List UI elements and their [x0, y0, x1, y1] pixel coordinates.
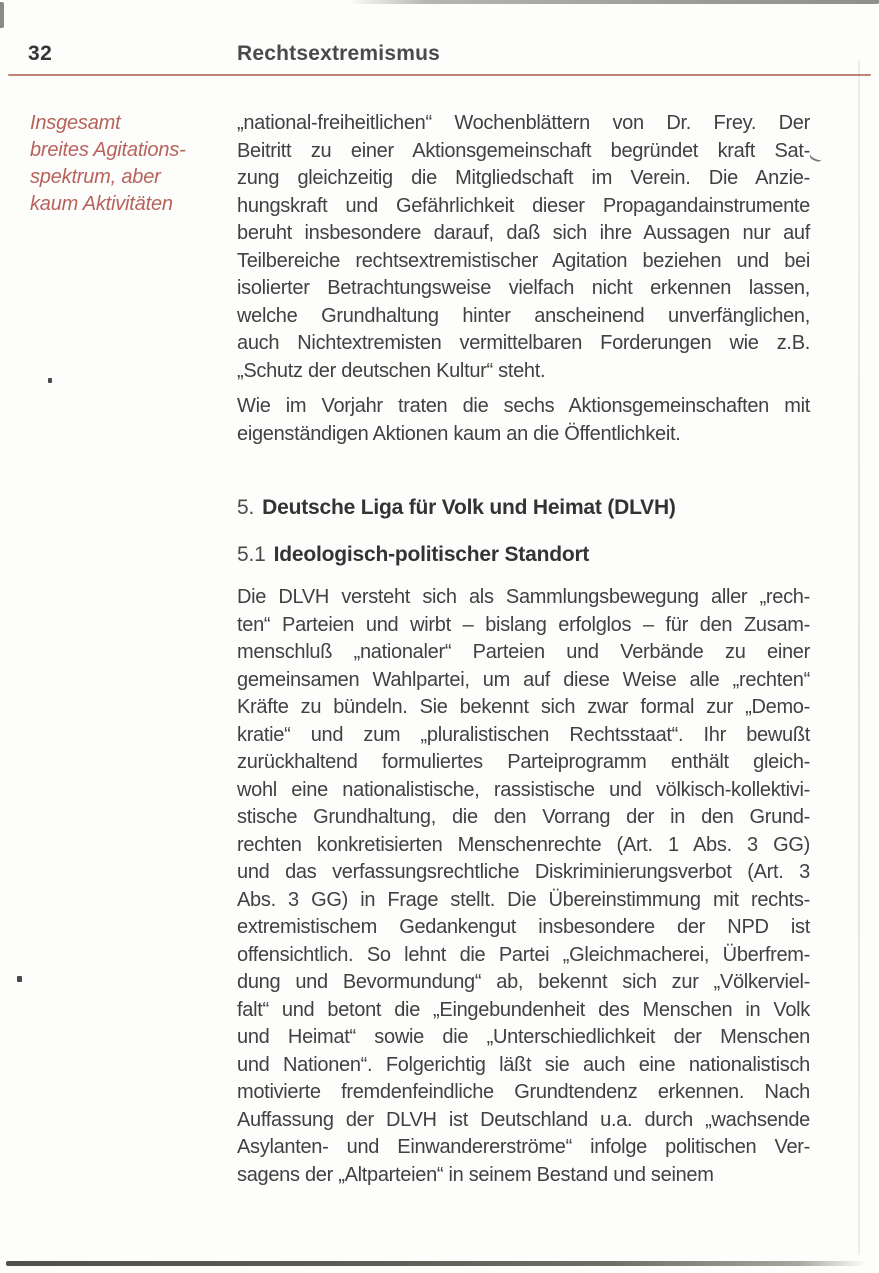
text-line: extremistischem Gedankengut insbesondere der NPD ist	[237, 916, 810, 938]
text-line: „Schutz der deutschen Kultur“ steht.	[237, 359, 546, 382]
text-line: beruht insbesondere darauf, daß sich ihre Aussagen nur auf	[237, 222, 810, 244]
text-line: Auffassung der DLVH ist Deutschland u.a. durch „wachsende	[237, 1108, 810, 1131]
subsection-heading	[237, 542, 810, 568]
subsection-number: 5.1	[237, 543, 266, 566]
section-title: Deutsche Liga für Volk und Heimat (DLVH)	[262, 496, 676, 519]
margin-note	[30, 110, 230, 218]
text-line: kratie“ und zum „pluralistischen Rechtsstaat“. Ihr bewußt	[237, 723, 810, 746]
section-heading	[237, 495, 810, 521]
text-line: rechten konkretisierten Menschenrechte (Art. 1 Abs. 3 GG)	[237, 833, 810, 856]
text-line: auch Nichtextremisten vermittelbaren Forderungen wie z.B.	[237, 332, 810, 354]
page-top-edge	[348, 0, 879, 4]
text-line: sagens der „Altparteien“ in seinem Bestand und seinem	[237, 1163, 714, 1186]
subsection-title: Ideologisch-politischer Standort	[273, 543, 590, 566]
text-line: welche Grundhaltung hinter anscheinend unverfänglichen,	[237, 304, 810, 327]
running-header: Rechtsextremismus	[237, 42, 440, 65]
text-line: zurückhaltend formuliertes Parteiprogramm enthält gleich-	[237, 751, 810, 773]
body-paragraph-3	[237, 584, 810, 1189]
text-line: hungskraft und Gefährlichkeit dieser Propagandainstrumente	[237, 194, 810, 217]
text-line: dung und Bevormundung“ ab, bekennt sich zur „Völkerviel-	[237, 971, 810, 993]
text-line: eigenständigen Aktionen kaum an die Öffentlichkeit.	[237, 422, 681, 445]
margin-note-line: Insgesamt	[30, 112, 121, 134]
scan-mark	[808, 148, 824, 163]
text-line: falt“ und betont die „Eingebundenheit des Menschen in Volk	[237, 998, 810, 1021]
text-line: motivierte fremdenfeindliche Grundtendenz erkennen. Nach	[237, 1081, 810, 1103]
body-paragraph-1	[237, 110, 810, 385]
text-line: menschluß „nationaler“ Parteien und Verbände zu einer	[237, 641, 810, 663]
body-paragraph-2	[237, 393, 810, 448]
margin-note-line: spektrum, aber	[30, 166, 161, 188]
text-line: zung gleichzeitig die Mitgliedschaft im Verein. Die Anzie-	[237, 167, 810, 189]
text-line: Beitritt zu einer Aktionsgemeinschaft begründet kraft Sat-	[237, 139, 810, 162]
page-right-edge	[858, 60, 860, 1255]
text-line: und Heimat“ sowie die „Unterschiedlichkeit der Menschen	[237, 1026, 810, 1048]
body-column	[237, 110, 810, 1189]
margin-note-line: kaum Aktivitäten	[30, 193, 173, 215]
page-corner-mark	[0, 2, 4, 28]
text-line: Abs. 3 GG) in Frage stellt. Die Übereinstimmung mit rechts-	[237, 888, 810, 911]
page-number: 32	[28, 42, 53, 65]
section-number: 5.	[237, 496, 255, 519]
text-line: Wie im Vorjahr traten die sechs Aktionsgemeinschaften mit	[237, 395, 810, 417]
text-line: gemeinsamen Wahlpartei, um auf diese Weise alle „rechten“	[237, 668, 810, 691]
text-line: offensichtlich. So lehnt die Partei „Gleichmacherei, Überfrem-	[237, 943, 810, 966]
text-line: isolierter Betrachtungsweise vielfach nicht erkennen lassen,	[237, 277, 810, 299]
margin-note-line: breites Agitations-	[30, 139, 186, 161]
text-line: stische Grundhaltung, die den Vorrang der in den Grund-	[237, 806, 810, 828]
text-line: Asylanten- und Einwandererströme“ infolge politischen Ver-	[237, 1136, 810, 1158]
text-line: Die DLVH versteht sich als Sammlungsbewegung aller „rech-	[237, 586, 810, 608]
text-line: und Nationen“. Folgerichtig läßt sie auch eine nationalistisch	[237, 1053, 810, 1076]
text-line: Kräfte zu bündeln. Sie bekennt sich zwar formal zur „Demo-	[237, 696, 810, 718]
text-line: ten“ Parteien und wirbt – bislang erfolglos – für den Zusam-	[237, 613, 810, 636]
page-bottom-edge	[6, 1261, 866, 1266]
scan-speck	[17, 976, 22, 982]
text-line: Teilbereiche rechtsextremistischer Agitation beziehen und bei	[237, 249, 810, 272]
text-line: und das verfassungsrechtliche Diskriminierungsverbot (Art. 3	[237, 861, 810, 883]
text-line: wohl eine nationalistische, rassistische und völkisch-kollektivi-	[237, 778, 810, 801]
text-line: „national-freiheitlichen“ Wochenblättern von Dr. Frey. Der	[237, 112, 810, 134]
scan-speck	[48, 378, 52, 383]
header-rule	[8, 74, 871, 76]
